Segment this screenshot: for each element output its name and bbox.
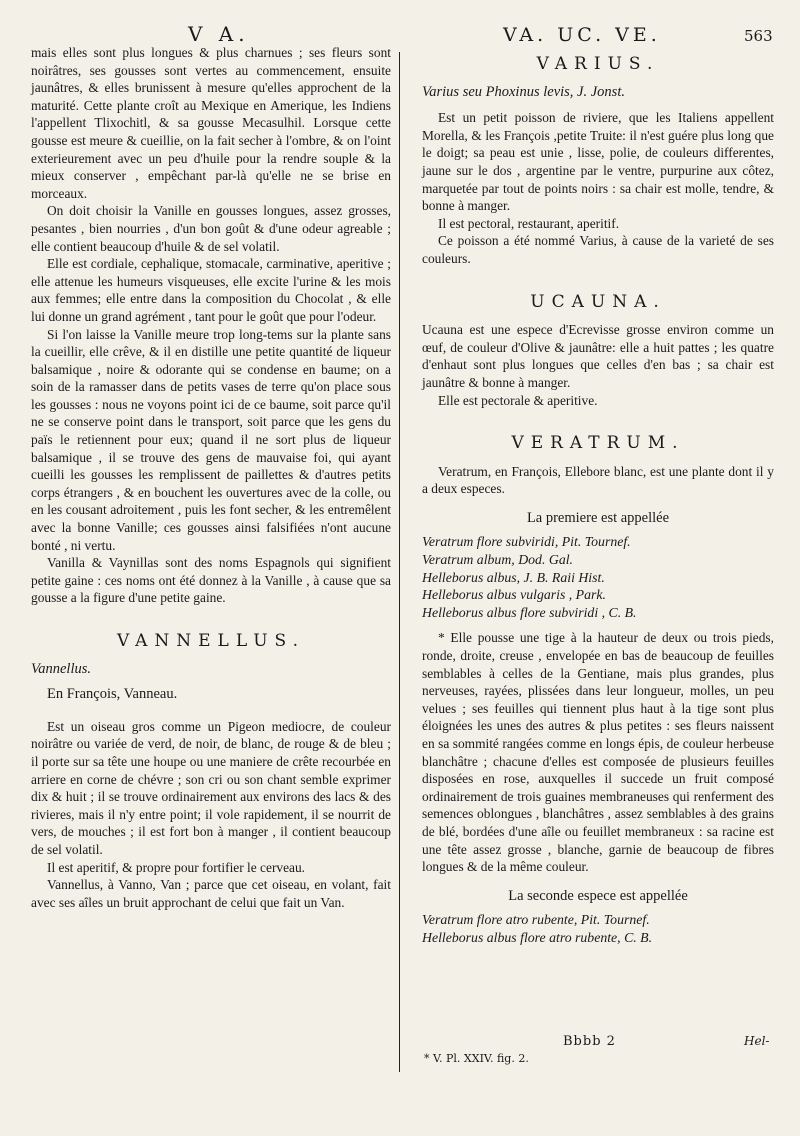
synonym-line: Helleborus albus flore subviridi , C. B. — [422, 604, 637, 620]
synonym-line: Helleborus albus vulgaris , Park. — [422, 587, 606, 603]
vanilla-paragraph-1: mais elles sont plus longues & plus charnues ; ses fleurs sont noirâtres, ses gousses sont vertes au commencement, ensuite jaunâtres, & elles brunissent à mesure qu'elles approchent de la maturité. Cette plante croît au Mexique en Amerique, les Indiens l'appellent Tlixochitl, & sa gousse Mecasulhil. Lorsque cette gousse est meure & cueillie, on la fait secher à l'ombre, & on l'oint exterieurement avec un peu d'huile pour la rendre souple & la mieux conserver , empêchant par-là qu'elle ne se brise en morceaux. — [31, 45, 391, 201]
catchword: Hel- — [744, 1034, 770, 1048]
ucauna-paragraph-2: Elle est pectorale & aperitive. — [438, 392, 598, 408]
vanilla-paragraph-2: On doit choisir la Vanille en gousses longues, assez grosses, pesantes , bien nourries , d'un bon goût & d'une odeur agreable ; elle contient beaucoup d'huile & de sel volatil. — [31, 203, 391, 254]
synonym-line: Helleborus albus flore atro rubente, C. B. — [422, 929, 653, 945]
second-species-synonyms — [422, 911, 774, 946]
varius-latin-name: Varius seu Phoxinus levis, J. Jonst. — [422, 83, 625, 100]
column-divider — [399, 52, 400, 1072]
vannellus-paragraph-3: Vannellus, à Vanno, Van ; parce que cet oiseau, en volant, fait avec ses aîles un bruit approchant de celui que fait un Van. — [31, 877, 391, 910]
running-head-left: V A. — [188, 22, 250, 46]
ucauna-heading: UCAUNA. — [530, 291, 666, 312]
right-column — [422, 56, 774, 947]
synonym-line: Veratrum album, Dod. Gal. — [422, 552, 573, 568]
page-number: 563 — [744, 27, 773, 45]
varius-paragraph-2: Il est pectoral, restaurant, aperitif. — [438, 215, 620, 231]
footnote: * V. Pl. XXIV. fig. 2. — [424, 1052, 529, 1065]
veratrum-description: * Elle pousse une tige à la hauteur de deux ou trois pieds, ronde, droite, creuse , envelopée en bas de beaucoup de feuilles semblables à celles de la Gentiane, mais plus grandes, plus nerveuses, rayées, plissées dans leur longueur, molles, un peu velues ; ses feuilles qui tiennent plus haut à la tige sont plus éloignées les unes des autres & plus petites : ses fleurs naissent en sa sommité rangées comme en longs épis, de couleur herbeuse blanchâtre ; chacune d'elles est composée de plusieurs feuilles disposées en rose, auxquelles il succede un fruit composé ordinairement de trois guaines membraneuses qui renferment des semences oblongues , blanchâtres , assez semblables à des grains de blé, bordées d'une aîle ou feuillet membraneux : sa racine est une tête assez grosse , blanche, garnie de beaucoup de fibres longues & de la même couleur. — [422, 630, 774, 875]
synonym-line: Veratrum flore subviridi, Pit. Tournef. — [422, 534, 631, 550]
varius-paragraph-3: Ce poisson a été nommé Varius, à cause de la varieté de ses couleurs. — [422, 233, 774, 266]
second-species-label: La seconde espece est appellée — [508, 887, 688, 904]
ucauna-paragraph-1: Ucauna est une espece d'Ecrevisse grosse environ comme un œuf, de couleur d'Olive & jaunâtre: elle a huit pattes ; les quatre d'enhaut sont plus longues que celles d'en bas ; sa chair est jaunâtre & bonne à manger. — [422, 322, 774, 390]
vannellus-heading: VANNELLUS. — [117, 631, 305, 651]
signature-mark: Bbbb 2 — [563, 1034, 616, 1049]
left-column — [31, 44, 391, 911]
synonym-line: Helleborus albus, J. B. Raii Hist. — [422, 569, 605, 585]
vannellus-latin-name: Vannellus. — [31, 660, 92, 677]
varius-heading: VARIUS. — [536, 54, 660, 74]
vannellus-french-name: En François, Vanneau. — [47, 686, 178, 703]
veratrum-paragraph-1: Veratrum, en François, Ellebore blanc, est une plante dont il y a deux especes. — [422, 463, 774, 497]
vanilla-paragraph-3: Elle est cordiale, cephalique, stomacale, carminative, aperitive ; elle attenue les humeurs visqueuses, elle excite l'urine & les mois aux femmes; elle entre dans la composition du Chocolat , & elle lui donne un grand agrément , tant pour le goût que pour l'odeur. — [31, 256, 391, 324]
running-head-right: VA. UC. VE. — [503, 24, 661, 46]
synonym-line: Veratrum flore atro rubente, Pit. Tournef. — [422, 912, 650, 928]
vanilla-paragraph-5: Vanilla & Vaynillas sont des noms Espagnols qui signifient petite gaine : ces noms ont été donnez à la Vanille , à cause que sa gousse a la figure d'une petite gaine. — [31, 555, 391, 606]
vanilla-paragraph-4: Si l'on laisse la Vanille meure trop long-tems sur la plante sans la cueillir, elle crêve, & il en distille une petite quantité de liqueur balsamique , noire & odorante qui se condense en baume; on a soin de la ramasser dans de petits vases de terre qu'on place sous les gousses : nous ne voyons point ici de ce baume, soit parce qu'il ne se conserve point dans le transport, soit parce que les gens du païs le retiennent pour eux; quand il ne sort plus de liqueur balsamique , il se trouve des gens de mauvaise foi, qui ayant cueilli les gousses les remplissent de paillettes & d'autres petits corps étrangers , & en bouchent les ouvertures avec de la colle, ou en les cousant adroitement , puis les font secher, & les entremêlent avec la bonne Vanille; ces gousses ainsi falsifiées n'ont aucune bonté , ni vertu. — [31, 326, 391, 553]
first-species-synonyms — [422, 533, 774, 621]
vannellus-paragraph-1: Est un oiseau gros comme un Pigeon mediocre, de couleur noirâtre ou variée de verd, de noir, de blanc, de rouge & de bleu ; il porte sur sa tête une houpe ou une maniere de crête recourbée en arriere en corne de chévre ; son cri ou son chant semble exprimer dix & huit ; il se trouve ordinairement aux environs des lacs & des rivieres, mais il n'y entre point; il vole rapidement, il se nourrit de vers, de mouches ; il est fort bon à manger , il contient beaucoup de sel volatil. — [31, 718, 391, 857]
veratrum-heading: VERATRUM. — [511, 433, 685, 454]
varius-paragraph-1: Est un petit poisson de riviere, que les Italiens appellent Morella, & les François ,petite Truite: il n'est guére plus long que le doigt; sa peau est unie , lisse, polie, de couleurs differentes, jaune sur le dos , argentine par le ventre, purpurine aux côtez, marquetée par tout de points noirs : sa chair est molle, tendre, & bonne à manger. — [422, 110, 774, 214]
first-species-label: La premiere est appellée — [526, 509, 670, 526]
vannellus-paragraph-2: Il est aperitif, & propre pour fortifier le cerveau. — [47, 859, 306, 875]
